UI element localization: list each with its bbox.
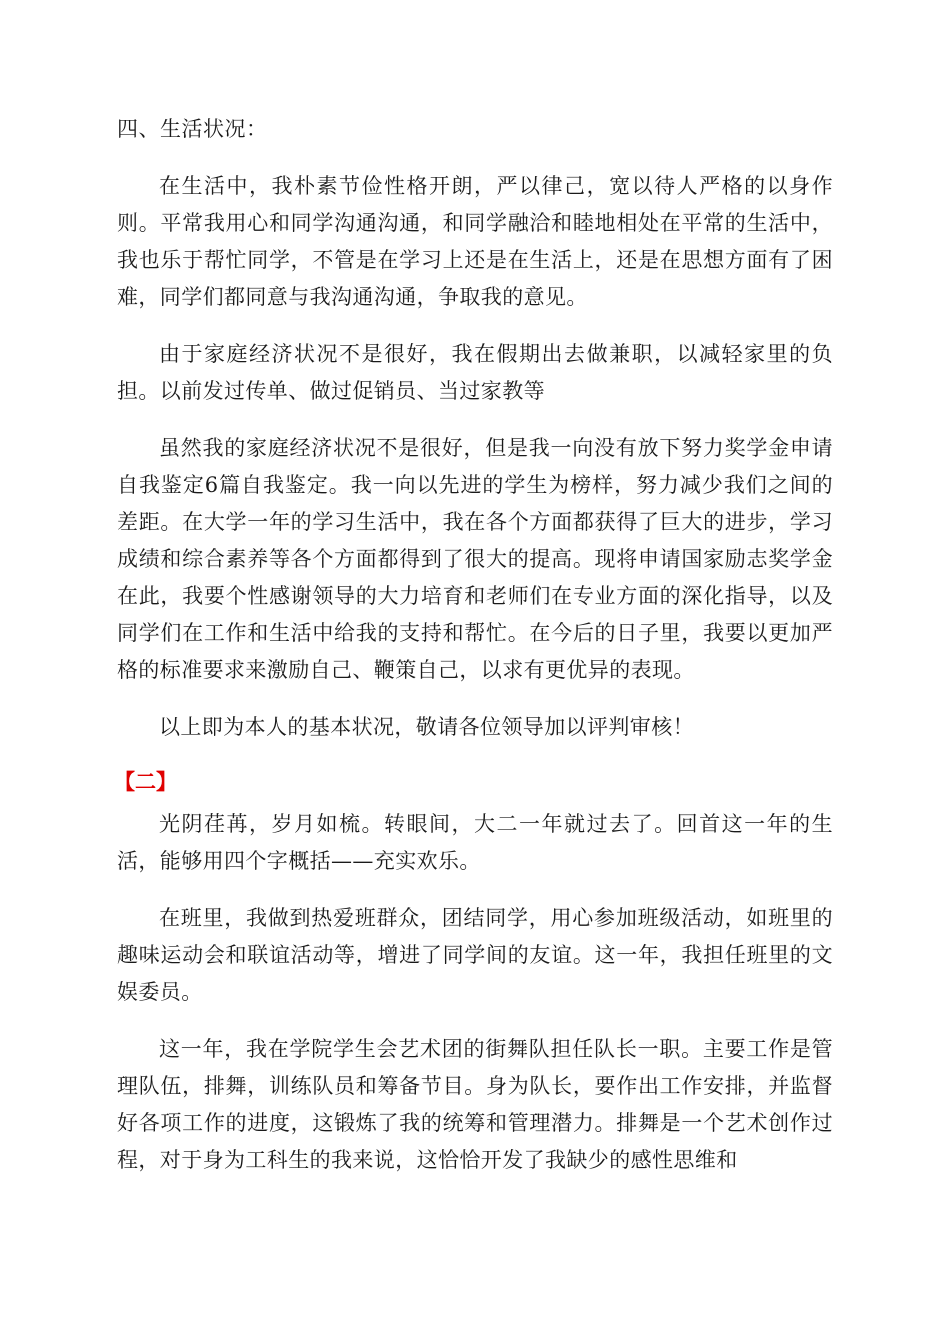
section-marker-two: 【二】 <box>114 770 177 794</box>
paragraph: 虽然我的家庭经济状况不是很好，但是我一向没有放下努力奖学金申请自我鉴定6篇自我鉴定。我一向以先进的学生为榜样，努力减少我们之间的差距。在大学一年的学习生活中，我在各个方面都获得了巨大的进步，学习成绩和综合素养等各个方面都得到了很大的提高。现将申请国家励志奖学金在此，我要个性感谢领导的大力培育和老师们在专业方面的深化指导，以及同学们在工作和生活中给我的支持和帮忙。在今后的日子里，我要以更加严格的标准要求来激励自己、鞭策自己，以求有更优异的表现。 <box>117 436 833 682</box>
paragraph: 由于家庭经济状况不是很好，我在假期出去做兼职，以减轻家里的负担。以前发过传单、做过促销员、当过家教等 <box>117 342 833 403</box>
paragraph: 在生活中，我朴素节俭性格开朗，严以律己，宽以待人严格的以身作则。平常我用心和同学沟通沟通，和同学融洽和睦地相处在平常的生活中，我也乐于帮忙同学，不管是在学习上还是在生活上，还是在思想方面有了困难，同学们都同意与我沟通沟通，争取我的意见。 <box>117 174 833 309</box>
paragraph: 在班里，我做到热爱班群众，团结同学，用心参加班级活动，如班里的趣味运动会和联谊活动等，增进了同学间的友谊。这一年，我担任班里的文娱委员。 <box>117 906 833 1004</box>
paragraph: 以上即为本人的基本状况，敬请各位领导加以评判审核！ <box>159 715 694 739</box>
paragraph: 这一年，我在学院学生会艺术团的街舞队担任队长一职。主要工作是管理队伍，排舞，训练队员和筹备节目。身为队长，要作出工作安排，并监督好各项工作的进度，这锻炼了我的统筹和管理潜力。排舞是一个艺术创作过程，对于身为工科生的我来说，这恰恰开发了我缺少的感性思维和 <box>117 1037 833 1172</box>
section-heading-life: 四、生活状况： <box>117 117 268 141</box>
document-body <box>114 111 833 1199</box>
paragraph: 光阴荏苒，岁月如梳。转眼间，大二一年就过去了。回首这一年的生活，能够用四个字概括——充实欢乐。 <box>117 812 833 873</box>
